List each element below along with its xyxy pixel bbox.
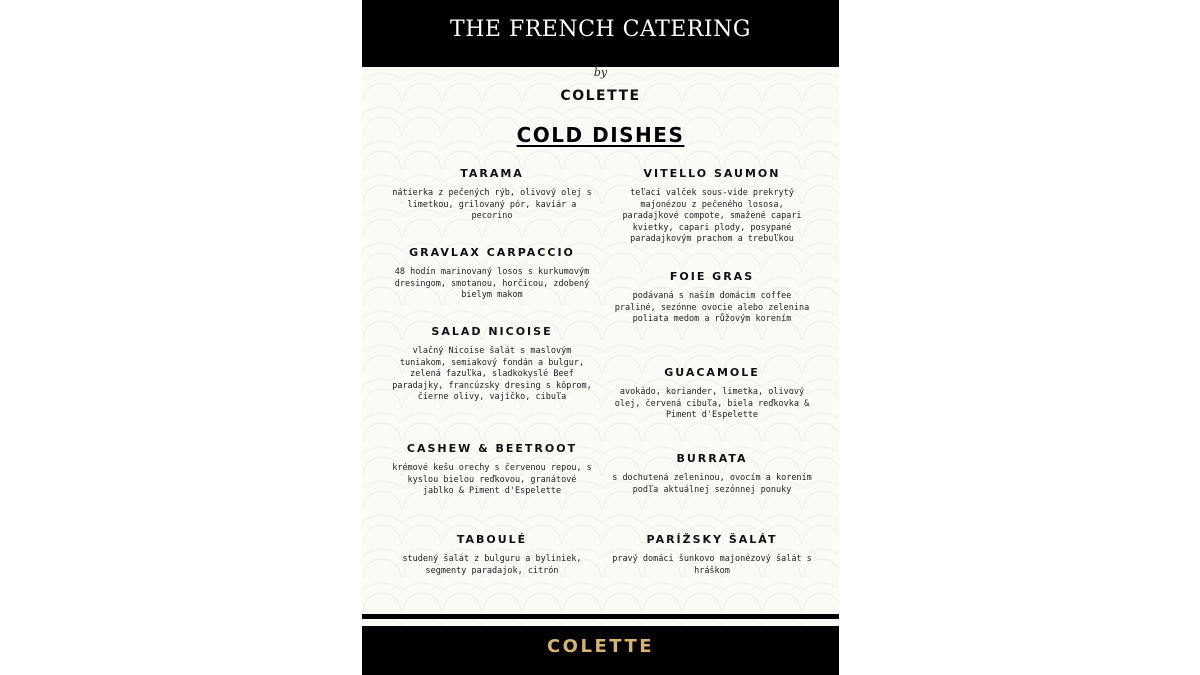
dish-name: CASHEW & BEETROOT (406, 442, 578, 455)
dish-gravlax-carpaccio (392, 246, 592, 302)
dish-description: vlačný Nicoise šalát s maslovým tuniakom, semiakový fondán a bulgur, zelená fazuľka, sladkokyslé Beef paradajky, francúzsky dresing s kôprom, čierne olivy, vajíčko, cibuľa (392, 346, 592, 402)
dish-description: studený šalát z bulguru a byliniek, segmenty paradajok, citrón (402, 554, 582, 576)
dish-guacamole (612, 366, 812, 422)
dish-burrata (612, 452, 812, 496)
brand-name: COLETTE (560, 88, 641, 104)
dish-description: 48 hodín marinovaný losos s kurkumovým dresingom, smotanou, horčicou, zdobený bielym makom (394, 267, 590, 300)
dish-vitello-saumon (612, 167, 812, 246)
dish-name: BURRATA (676, 452, 748, 465)
dish-description: krémové kešu orechy s červenou repou, s kyslou bielou reďkovou, granátové jablko & Piment d'Espelette (392, 463, 592, 496)
dish-name: PARÍŽSKY ŠALÁT (646, 533, 778, 546)
dish-taboule (392, 533, 592, 577)
dish-salad-nicoise (392, 325, 592, 404)
header-title: THE FRENCH CATERING (450, 17, 751, 42)
by-label: by (593, 66, 608, 79)
dish-parizsky-salat (612, 533, 812, 577)
dish-description: avokádo, koriander, limetka, olivový olej, červená cibuľa, biela reďkovka & Piment d'Espelette (614, 387, 810, 420)
dish-name: SALAD NICOISE (431, 325, 553, 338)
dish-description: teľací valček sous-vide prekrytý majonézou z pečeného lososa, paradajkové compote, smažené capari kvietky, capari plody, posypané paradajkovým prachom a trebuľkou (622, 188, 802, 244)
section-title (362, 123, 839, 147)
footer-brand: COLETTE (546, 636, 655, 657)
footer-divider (362, 614, 839, 619)
dish-tarama (392, 167, 592, 223)
dish-description: nátierka z pečených rýb, olivový olej s limetkou, grilovaný pór, kaviár a pecorino (392, 188, 592, 221)
dish-name: TARAMA (460, 167, 524, 180)
dish-foie-gras (612, 270, 812, 326)
dish-description: s dochutená zeleninou, ovocím a korením podľa aktuálnej sezónnej ponuky (612, 473, 812, 495)
dish-description: podávaná s naším domácim coffee praliné, sezónne ovocie alebo zelenina poliata medom a růžovým korením (614, 291, 810, 324)
dish-name: TABOULÉ (456, 533, 528, 546)
section-title-text: COLD DISHES (516, 123, 685, 147)
dish-name: GRAVLAX CARPACCIO (409, 246, 575, 259)
menu-page (362, 0, 839, 675)
dish-cashew-beetroot (392, 442, 592, 498)
dish-name: GUACAMOLE (664, 366, 760, 379)
dish-name: FOIE GRAS (669, 270, 755, 283)
dish-description: pravý domáci šunkovo majonézový šalát s hráškom (612, 554, 812, 576)
dish-name: VITELLO SAUMON (643, 167, 781, 180)
